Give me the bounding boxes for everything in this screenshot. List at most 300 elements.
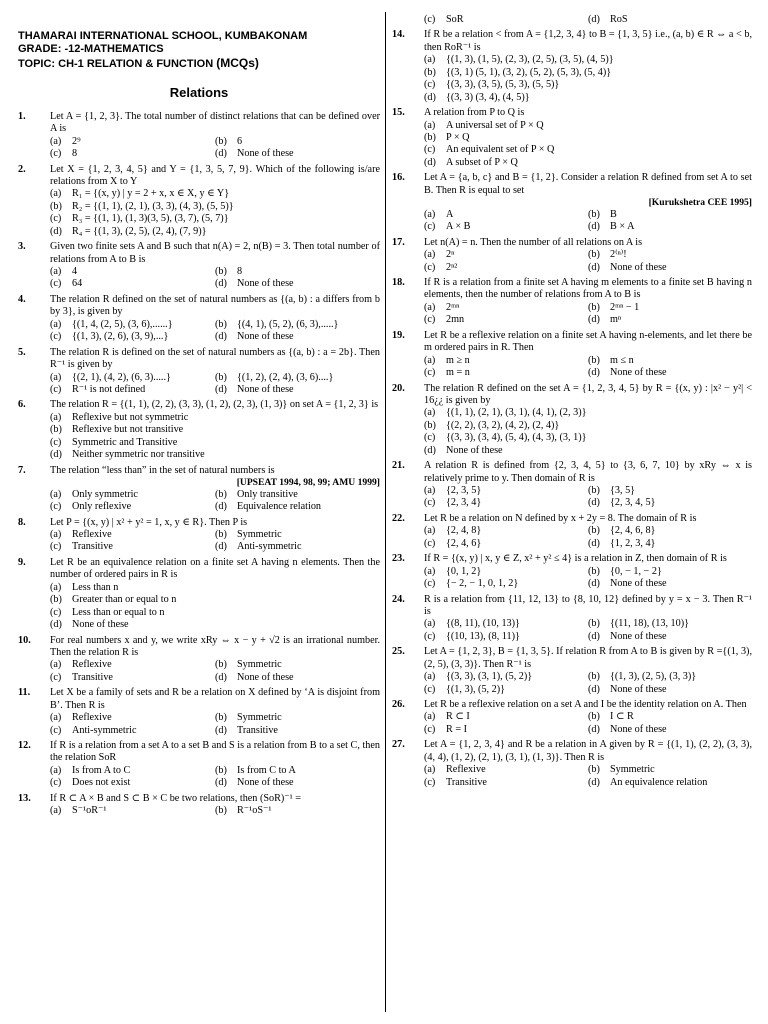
option	[588, 566, 752, 578]
option-letter: (d)	[215, 724, 227, 736]
option-letter: (a)	[424, 764, 436, 776]
option-letter: (b)	[588, 764, 600, 776]
option-letter: (d)	[588, 261, 600, 273]
option-text: None of these	[446, 444, 503, 456]
option-letter: (c)	[50, 724, 62, 736]
option	[424, 684, 588, 696]
option-text: SoR	[446, 14, 464, 25]
question-text: Let A = {1, 2, 3}, B = {1, 3, 5}. If relation R from A to B is given by R ={(1, 3), (2, 5), (3, 3)}. Then R⁻¹ is	[424, 646, 752, 670]
option-text: {2, 4, 6}	[446, 537, 482, 549]
option-text: Reflexive	[72, 712, 112, 724]
option-letter: (c)	[50, 671, 62, 683]
option-text: None of these	[237, 671, 294, 683]
option-list	[50, 805, 380, 817]
question-text: The relation R defined on the set of natural numbers as {(a, b) : a differs from b by 3}, is given by	[50, 293, 380, 318]
option-list	[424, 355, 752, 380]
option-text: Anti-symmetric	[237, 541, 302, 553]
question-item	[18, 347, 380, 397]
question-text: Let X = {1, 2, 3, 4, 5} and Y = {1, 3, 5, 7, 9}. Which of the following is/are relations from X to Y	[50, 163, 380, 187]
option-list	[424, 120, 752, 170]
option-text: Reflexive but not symmetric	[72, 411, 189, 423]
question-number: 7.	[18, 464, 26, 476]
question-item	[392, 330, 752, 380]
option-text: 2⁽ⁿ⁾!	[610, 249, 627, 261]
option-text: None of these	[237, 383, 294, 395]
option-letter: (a)	[424, 354, 436, 366]
question-item	[18, 111, 380, 161]
option-letter: (b)	[215, 529, 227, 541]
option-letter: (c)	[424, 261, 436, 273]
question-text: Let R be a reflexive relation on a set A and I be the identity relation on A. Then	[424, 699, 747, 711]
option	[50, 136, 215, 148]
question-item	[18, 399, 380, 461]
option-text: {(1, 4, (2, 5), (3, 6),......}	[72, 318, 173, 330]
option-letter: (d)	[588, 367, 600, 379]
option-letter: (d)	[588, 537, 600, 549]
question-text: If R is a relation from a set A to a set B and S is a relation from B to a set C, then the relation SoR	[50, 740, 380, 764]
question-number: 23.	[392, 553, 405, 565]
option-text: R₄ = {(1, 3), (2, 5), (2, 4), (7, 9)}	[72, 225, 207, 237]
option	[215, 805, 380, 817]
option	[50, 765, 215, 777]
option-text: {(1, 3), (2, 5), (3, 3)}	[610, 671, 697, 683]
option-list	[424, 566, 752, 591]
option-text: 4	[72, 266, 78, 278]
option-letter: (c)	[424, 432, 436, 444]
option	[215, 672, 380, 684]
question-text: For real numbers x and y, we write xRy ⇔ x − y + √2 is an irrational number. Then the relation R is	[50, 634, 380, 658]
option-text: Symmetric	[237, 659, 282, 671]
question-number: 13.	[18, 792, 31, 804]
option-letter: (a)	[50, 318, 62, 330]
option	[50, 619, 380, 631]
option-text: {(1, 3), (1, 5), (2, 3), (2, 5), (3, 5), (4, 5)}	[446, 54, 614, 66]
option-letter: (d)	[588, 683, 600, 695]
option-text: I ⊂ R	[610, 711, 634, 723]
option-list	[424, 302, 752, 327]
option-text: Reflexive but not transitive	[72, 424, 184, 436]
option-letter: (d)	[588, 578, 600, 590]
option-text: {2, 3, 4, 5}	[610, 497, 656, 509]
option-list	[50, 266, 380, 291]
option-letter: (c)	[424, 578, 436, 590]
option	[424, 631, 588, 643]
option	[215, 765, 380, 777]
option-letter: (a)	[424, 119, 436, 131]
option	[50, 213, 380, 225]
option-letter: (c)	[50, 777, 62, 789]
option	[424, 525, 588, 537]
topic-line	[18, 56, 380, 71]
option-text: {(4, 1), (5, 2), (6, 3),.....}	[237, 318, 339, 330]
option	[215, 777, 380, 789]
option	[215, 148, 380, 160]
option-letter: (a)	[50, 371, 62, 383]
question-item	[18, 793, 380, 818]
question-item	[392, 739, 752, 789]
option-letter: (c)	[50, 436, 62, 448]
option-text: B × A	[610, 221, 635, 233]
question-item	[392, 237, 752, 274]
option	[215, 529, 380, 541]
option-list	[50, 582, 380, 632]
option	[50, 319, 215, 331]
option-letter: (a)	[50, 529, 62, 541]
option-list	[424, 209, 752, 234]
question-number: 26.	[392, 699, 405, 711]
option-letter: (b)	[588, 618, 600, 630]
option-text: {(3, 3) (3, 4), (4, 5)}	[446, 91, 530, 103]
option-letter: (c)	[424, 776, 436, 788]
option-text: {2, 4, 6, 8}	[610, 525, 656, 537]
option-letter: (c)	[50, 278, 62, 290]
option-text: 2⁹	[72, 135, 81, 147]
option-letter: (a)	[424, 711, 436, 723]
option	[424, 764, 588, 776]
option	[588, 367, 752, 379]
option-text: 64	[72, 278, 83, 290]
option-letter: (d)	[215, 383, 227, 395]
option-text: {1, 2, 3, 4}	[610, 537, 656, 549]
question-number: 14.	[392, 29, 405, 41]
option	[215, 266, 380, 278]
question-item	[18, 635, 380, 685]
option-text: 8	[237, 266, 243, 278]
option-letter: (d)	[50, 225, 62, 237]
option	[424, 671, 588, 683]
option-text: {0, − 1, − 2}	[610, 565, 662, 577]
option-list	[424, 525, 752, 550]
option	[588, 355, 752, 367]
option-letter: (b)	[215, 135, 227, 147]
option	[50, 266, 215, 278]
option-text: 8	[72, 148, 78, 160]
option-text: Transitive	[72, 671, 113, 683]
school-name: THAMARAI INTERNATIONAL SCHOOL, KUMBAKONAM	[18, 30, 308, 42]
option-text: {0, 1, 2}	[446, 565, 482, 577]
option	[424, 314, 588, 326]
option	[50, 805, 215, 817]
option-text: m = n	[446, 367, 470, 379]
option-text: A × B	[446, 221, 471, 233]
option-list	[424, 618, 752, 643]
option-letter: (d)	[215, 671, 227, 683]
option-text: R₂ = {(1, 1), (2, 1), (3, 3), (4, 3), (5, 5)}	[72, 200, 234, 212]
question-number: 10.	[18, 634, 31, 646]
option-text: {(1, 2), (2, 4), (3, 6)....}	[237, 371, 334, 383]
question-item	[392, 460, 752, 510]
question-number: 4.	[18, 293, 26, 305]
option-list	[50, 188, 380, 238]
option-text: Transitive	[72, 541, 113, 553]
option-text: Is from C to A	[237, 764, 296, 776]
option-text: {(3, 3), (3, 1), (5, 2)}	[446, 671, 533, 683]
question-text: The relation “less than” in the set of natural numbers is	[50, 464, 275, 476]
option-letter: (c)	[424, 630, 436, 642]
option-text: None of these	[237, 777, 294, 789]
option	[588, 578, 752, 590]
question-text: Let A = {1, 2, 3, 4} and R be a relation in A given by R = {(1, 1), (2, 2), (3, 3), (4, 4), (1, 2), (2, 1), (3, 1), (1, 3)}. Then R is	[424, 739, 752, 763]
option	[424, 618, 588, 630]
option-text: {(1, 1), (2, 1), (3, 1), (4, 1), (2, 3)}	[446, 407, 587, 419]
option-letter: (b)	[215, 266, 227, 278]
option-text: A subset of P × Q	[446, 156, 518, 168]
option	[424, 777, 588, 789]
option	[50, 226, 380, 238]
question-number: 6.	[18, 399, 26, 411]
option	[424, 144, 752, 156]
option-letter: (c)	[424, 367, 436, 379]
option-letter: (d)	[215, 331, 227, 343]
option	[424, 445, 752, 457]
option-letter: (c)	[50, 606, 62, 618]
option-letter: (c)	[50, 331, 62, 343]
question-item	[392, 553, 752, 590]
option-letter: (b)	[588, 249, 600, 261]
option	[424, 367, 588, 379]
option-text: None of these	[610, 683, 667, 695]
option-list	[50, 659, 380, 684]
option	[588, 711, 752, 723]
option	[50, 148, 215, 160]
option-text: {(2, 2), (3, 2), (4, 2), (2, 4)}	[446, 419, 560, 431]
option-text: R = I	[446, 723, 468, 735]
option	[424, 209, 588, 221]
option-text: R ⊂ I	[446, 711, 470, 723]
option-letter: (c)	[424, 683, 436, 695]
option	[424, 54, 752, 66]
question-item	[18, 517, 380, 554]
option-text: Symmetric	[610, 764, 655, 776]
option-text: Neither symmetric nor transitive	[72, 449, 205, 461]
question-item	[18, 557, 380, 632]
option-letter: (d)	[588, 314, 600, 326]
option-letter: (a)	[50, 712, 62, 724]
option-letter: (d)	[424, 156, 436, 168]
question-text: A relation R is defined from {2, 3, 4, 5} to {3, 6, 7, 10} by xRy ⇔ x is relatively prime to y. Then domain of R is	[424, 460, 752, 484]
option	[588, 249, 752, 261]
option	[588, 485, 752, 497]
option-letter: (c)	[424, 537, 436, 549]
option	[424, 407, 752, 419]
option	[215, 372, 380, 384]
option	[50, 672, 215, 684]
option	[50, 659, 215, 671]
option-text: Transitive	[446, 776, 487, 788]
option-text: Reflexive	[72, 529, 112, 541]
question-number: 25.	[392, 646, 405, 658]
option-letter: (d)	[215, 777, 227, 789]
question-text: The relation R = {(1, 1), (2, 2), (3, 3), (1, 2), (2, 3), (1, 3)} on set A = {1, 2, 3} is	[50, 399, 379, 411]
option-letter: (c)	[424, 723, 436, 735]
option	[424, 578, 588, 590]
option	[424, 355, 588, 367]
question-text: If R be a relation < from A = {1,2, 3, 4} to B = {1, 3, 5} i.e., (a, b) ∈ R ⇔ a < b, then RoR⁻¹ is	[424, 29, 752, 53]
option	[50, 384, 215, 396]
option-text: None of these	[610, 367, 667, 379]
question-number: 24.	[392, 593, 405, 605]
option	[588, 497, 752, 509]
option-letter: (a)	[424, 565, 436, 577]
option-letter: (c)	[424, 221, 436, 233]
option-list	[424, 671, 752, 696]
question-text: Let A = {1, 2, 3}. The total number of distinct relations that can be defined over A is	[50, 110, 380, 135]
option	[215, 659, 380, 671]
option-letter: (b)	[215, 712, 227, 724]
option-text: mⁿ	[610, 314, 622, 326]
question-number: 22.	[392, 512, 405, 524]
option-text: {2, 3, 4}	[446, 497, 482, 509]
option-text: Reflexive	[446, 764, 486, 776]
option-list	[424, 485, 752, 510]
option	[50, 331, 215, 343]
option-letter: (b)	[215, 371, 227, 383]
option	[588, 209, 752, 221]
option-text: Less than or equal to n	[72, 606, 165, 618]
option-letter: (c)	[424, 79, 436, 91]
option-letter: (a)	[50, 488, 62, 500]
right-question-list	[392, 29, 752, 789]
option	[424, 485, 588, 497]
option	[50, 529, 215, 541]
option-letter: (b)	[588, 711, 600, 723]
option-letter: (c)	[50, 148, 62, 160]
option-letter: (c)	[50, 213, 62, 225]
option-letter: (a)	[50, 411, 62, 423]
option-letter: (b)	[50, 424, 62, 436]
option	[424, 157, 752, 169]
option-text: {(8, 11), (10, 13)}	[446, 618, 520, 630]
option-text: Only symmetric	[72, 488, 138, 500]
option-text: Symmetric and Transitive	[72, 436, 178, 448]
option-letter: (c)	[50, 541, 62, 553]
option	[424, 14, 588, 26]
question-item	[392, 172, 752, 233]
q13-continued-options	[392, 14, 752, 26]
option	[424, 67, 752, 79]
question-number: 11.	[18, 687, 31, 699]
option	[588, 618, 752, 630]
option-text: 2ᵐⁿ − 1	[610, 301, 640, 313]
option-list	[424, 711, 752, 736]
option-list	[50, 765, 380, 790]
option-text: {2, 4, 8}	[446, 525, 482, 537]
column-divider	[385, 12, 386, 1012]
option-text: Symmetric	[237, 529, 282, 541]
question-item	[392, 29, 752, 104]
topic-mcq-tag: (MCQs)	[216, 55, 259, 70]
option-letter: (a)	[424, 54, 436, 66]
question-text: Let P = {(x, y) | x² + y² = 1, x, y ∈ R}. Then P is	[50, 516, 248, 528]
option-letter: (c)	[50, 383, 62, 395]
option	[588, 302, 752, 314]
option-text: 2ᵐⁿ	[446, 301, 460, 313]
topic-text: TOPIC: CH-1 RELATION & FUNCTION	[18, 57, 217, 70]
option-letter: (b)	[215, 488, 227, 500]
question-text: The relation R is defined on the set of natural numbers as {(a, b) : a = 2b}. Then R⁻¹ is given by	[50, 346, 380, 371]
option-text: None of these	[610, 261, 667, 273]
option-list	[50, 136, 380, 161]
option-text: S⁻¹oR⁻¹	[72, 805, 107, 817]
question-text: Let A = {a, b, c} and B = {1, 2}. Consider a relation R defined from set A to set B. Then R is equal to set	[424, 172, 752, 196]
option-text: R⁻¹ is not defined	[72, 383, 146, 395]
question-item	[392, 383, 752, 458]
option-letter: (a)	[50, 659, 62, 671]
option-letter: (b)	[424, 66, 436, 78]
option	[424, 420, 752, 432]
option-letter: (d)	[424, 444, 436, 456]
option-letter: (a)	[50, 188, 62, 200]
option-letter: (b)	[50, 200, 62, 212]
right-column	[392, 14, 752, 792]
option	[215, 331, 380, 343]
grade-line: GRADE: -12-MATHEMATICS	[18, 42, 164, 55]
option-letter: (d)	[50, 449, 62, 461]
question-text: If R ⊂ A × B and S ⊂ B × C be two relations, then (SoR)⁻¹ =	[50, 792, 302, 804]
question-number: 17.	[392, 236, 405, 248]
option	[588, 538, 752, 550]
question-item	[18, 465, 380, 514]
section-title: Relations	[169, 84, 229, 100]
option-letter: (b)	[588, 208, 600, 220]
option-text: {(3, 1) (5, 1), (3, 2), (5, 2), (5, 3), (5, 4)}	[446, 66, 612, 78]
option-letter: (b)	[588, 485, 600, 497]
question-text: Given two finite sets A and B such that n(A) = 2, n(B) = 3. Then total number of relations from A to B is	[50, 241, 380, 265]
option	[50, 607, 380, 619]
option-letter: (b)	[588, 525, 600, 537]
question-text: R is a relation from {11, 12, 13} to {8, 10, 12} defined by y = x − 3. Then R⁻¹ is	[424, 593, 752, 617]
option-letter: (b)	[588, 301, 600, 313]
option	[424, 79, 752, 91]
option	[50, 501, 215, 513]
question-item	[18, 164, 380, 239]
option	[215, 136, 380, 148]
question-number: 16.	[392, 172, 405, 184]
option-text: None of these	[72, 619, 129, 631]
question-number: 9.	[18, 556, 26, 568]
option-text: 6	[237, 135, 243, 147]
option	[424, 221, 588, 233]
option-text: Only transitive	[237, 488, 298, 500]
question-item	[392, 107, 752, 169]
option	[424, 132, 752, 144]
option-letter: (b)	[424, 131, 436, 143]
option-letter: (a)	[50, 581, 62, 593]
option-letter: (d)	[215, 501, 227, 513]
option-text: m ≤ n	[610, 354, 634, 366]
option-list	[50, 529, 380, 554]
option-text: Only reflexive	[72, 501, 132, 513]
option-text: {(1, 3), (2, 6), (3, 9),...}	[72, 331, 169, 343]
option-text: Transitive	[237, 724, 278, 736]
option-list	[50, 712, 380, 737]
option	[424, 497, 588, 509]
option-letter: (d)	[588, 497, 600, 509]
option	[424, 566, 588, 578]
question-number: 8.	[18, 516, 26, 528]
worksheet-header	[18, 30, 380, 71]
option-text: R⁻¹oS⁻¹	[237, 805, 272, 817]
option-text: None of these	[610, 630, 667, 642]
option-letter: (d)	[588, 723, 600, 735]
option	[50, 489, 215, 501]
option-letter: (b)	[215, 659, 227, 671]
option	[588, 724, 752, 736]
option-list	[424, 764, 752, 789]
question-item	[18, 740, 380, 790]
question-text: Let R be a reflexive relation on a finite set A having n-elements, and let there be m ordered pairs in R. Then	[424, 329, 752, 354]
option-letter: (a)	[424, 301, 436, 313]
